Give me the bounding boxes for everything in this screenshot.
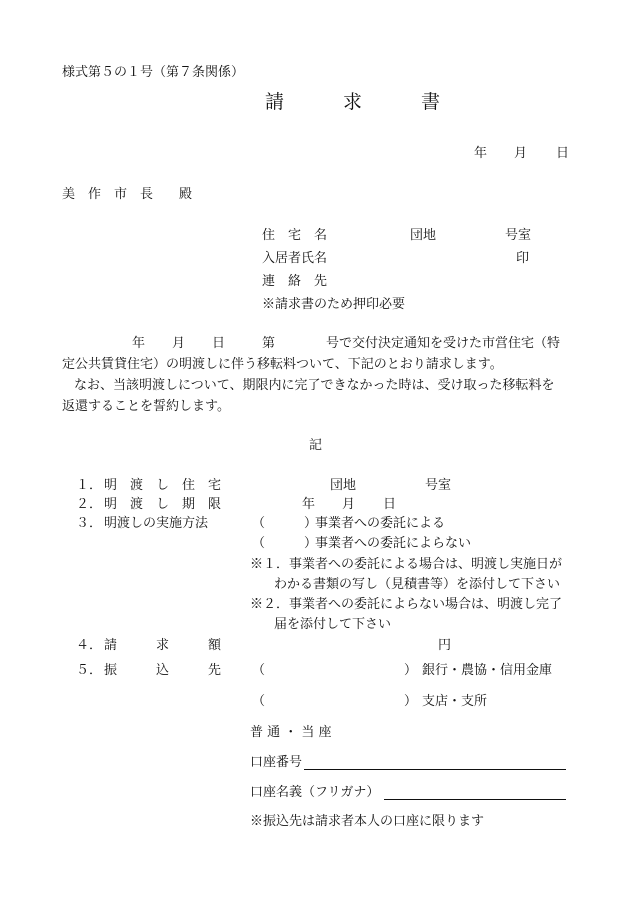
- account-number-label: 口座番号: [250, 755, 303, 770]
- body-line3: なお、当該明渡しについて、期限内に完了できなかった時は、受け取った移転料を: [74, 378, 555, 393]
- seal-mark: 印: [516, 251, 530, 266]
- item2-year: 年: [302, 497, 316, 512]
- item4-unit: 円: [438, 638, 452, 653]
- contact-label: 連 絡 先: [262, 274, 328, 289]
- address-complex: 団地: [410, 228, 437, 243]
- item1-room: 号室: [425, 478, 452, 493]
- item3-note1b: わかる書類の写し（見積書等）を添付して下さい: [274, 577, 561, 592]
- account-name-line[interactable]: [384, 799, 566, 800]
- body-number-prefix: 第: [262, 336, 276, 351]
- item3-number: ３．: [76, 516, 103, 531]
- item2-label: 明 渡 し 期 限: [104, 497, 222, 512]
- item4-label: 請 求 額: [104, 638, 222, 653]
- item3-note2a: ※２．事業者への委託によらない場合は、明渡し完了: [250, 597, 563, 612]
- account-name-label: 口座名義（フリガナ）: [250, 785, 380, 800]
- item5-number: ５．: [76, 663, 103, 678]
- body-year: 年: [132, 336, 146, 351]
- item3-option2: 事業者への委託によらない: [315, 536, 472, 551]
- address-label: 住 宅 名: [262, 228, 328, 243]
- bank-types: 銀行・農協・信用金庫: [422, 663, 553, 678]
- item2-number: ２．: [76, 497, 103, 512]
- seal-note: ※請求書のため押印必要: [262, 297, 406, 312]
- branch-types: 支店・支所: [422, 694, 488, 709]
- date-year: 年: [474, 146, 488, 161]
- item1-number: １．: [76, 478, 103, 493]
- body-line4: 返還することを誓約します。: [62, 399, 230, 414]
- body-line2: 定公共賃貸住宅）の明渡しに伴う移転料ついて、下記のとおり請求します。: [62, 357, 503, 372]
- item3-option2-paren[interactable]: （ ）: [252, 536, 318, 551]
- address-room: 号室: [505, 228, 532, 243]
- date-day: 日: [556, 146, 570, 161]
- date-month: 月: [514, 146, 528, 161]
- body-line1: 号で交付決定通知を受けた市営住宅（特: [326, 336, 561, 351]
- branch-open-paren: （: [252, 694, 266, 709]
- bank-open-paren: （: [252, 663, 266, 678]
- item4-number: ４．: [76, 638, 103, 653]
- account-type[interactable]: 普 通 ・ 当 座: [250, 725, 332, 740]
- item1-label: 明 渡 し 住 宅: [104, 478, 222, 493]
- item5-label: 振 込 先: [104, 663, 222, 678]
- document-title: 請 求 書: [265, 91, 461, 113]
- item2-month: 月: [342, 497, 356, 512]
- item1-complex: 団地: [330, 478, 357, 493]
- branch-close-paren: ）: [404, 694, 418, 709]
- item3-option1-paren[interactable]: （ ）: [252, 516, 318, 531]
- account-note: ※振込先は請求者本人の口座に限ります: [250, 814, 485, 829]
- body-day: 日: [212, 336, 226, 351]
- account-number-line[interactable]: [304, 769, 566, 770]
- item3-label: 明渡しの実施方法: [104, 516, 209, 531]
- name-label: 入居者氏名: [262, 251, 328, 266]
- item3-note1a: ※１．事業者への委託による場合は、明渡し実施日が: [250, 557, 563, 572]
- bank-close-paren: ）: [404, 663, 418, 678]
- body-month: 月: [172, 336, 186, 351]
- ki-heading: 記: [309, 438, 323, 453]
- item3-option1: 事業者への委託による: [315, 516, 446, 531]
- addressee: 美 作 市 長 殿: [62, 187, 193, 202]
- item3-note2b: 届を添付して下さい: [274, 617, 392, 632]
- form-id: 様式第５の１号（第７条関係）: [62, 65, 245, 80]
- item2-day: 日: [383, 497, 397, 512]
